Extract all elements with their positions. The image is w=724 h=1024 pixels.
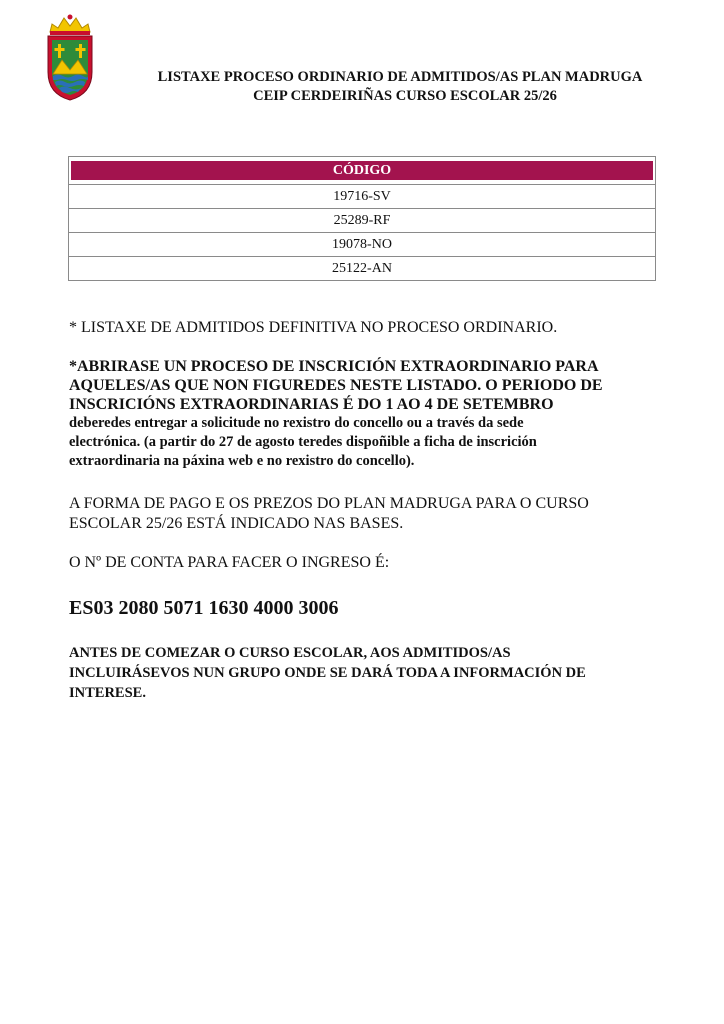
code-cell: 19716-SV	[69, 185, 656, 209]
definitive-list-note: * LISTAXE DE ADMITIDOS DEFINITIVA NO PROCESO ORDINARIO.	[69, 319, 558, 336]
table-row	[69, 257, 656, 281]
admitted-codes-table	[68, 156, 656, 281]
coat-of-arms-icon	[42, 12, 98, 102]
code-cell: 25122-AN	[69, 257, 656, 281]
title-line-2: CEIP CERDEIRIÑAS CURSO ESCOLAR 25/26	[253, 88, 557, 104]
note-line: deberedes entregar a solicitude no rexistro do concello ou a través da sede	[69, 415, 524, 431]
table-row	[69, 185, 656, 209]
payment-note	[69, 494, 669, 534]
note-line: A FORMA DE PAGO E OS PREZOS DO PLAN MADRUGA PARA O CURSO	[69, 495, 589, 512]
note-line: ESCOLAR 25/26 ESTÁ INDICADO NAS BASES.	[69, 515, 404, 532]
note-line: INTERESE.	[69, 685, 146, 701]
note-line: *ABRIRASE UN PROCESO DE INSCRICIÓN EXTRAORDINARIO PARA	[69, 358, 599, 375]
note-line: AQUELES/AS QUE NON FIGUREDES NESTE LISTADO. O PERIODO DE	[69, 377, 603, 394]
note-line: extraordinaria na páxina web e no rexistro do concello).	[69, 453, 415, 469]
code-cell: 25289-RF	[69, 209, 656, 233]
extraordinary-process-note	[69, 357, 669, 471]
codigo-header: CÓDIGO	[71, 161, 653, 180]
table-header-row	[69, 157, 656, 185]
group-info-note	[69, 643, 669, 703]
table-header-cell	[69, 157, 656, 185]
iban-number: ES03 2080 5071 1630 4000 3006	[69, 597, 339, 619]
table-row	[69, 233, 656, 257]
code-cell: 19078-NO	[69, 233, 656, 257]
document-title	[100, 68, 700, 106]
title-line-1: LISTAXE PROCESO ORDINARIO DE ADMITIDOS/AS PLAN MADRUGA	[157, 69, 643, 85]
note-line: INCLUIRÁSEVOS NUN GRUPO ONDE SE DARÁ TODA A INFORMACIÓN DE	[69, 665, 586, 681]
account-label: O Nº DE CONTA PARA FACER O INGRESO É:	[69, 554, 390, 571]
note-line: electrónica. (a partir do 27 de agosto teredes dispoñible a ficha de inscrición	[69, 434, 537, 450]
note-line: ANTES DE COMEZAR O CURSO ESCOLAR, AOS ADMITIDOS/AS	[69, 645, 511, 661]
note-line: INSCRICIÓNS EXTRAORDINARIAS É DO 1 AO 4 DE SETEMBRO	[69, 396, 554, 413]
table-row	[69, 209, 656, 233]
